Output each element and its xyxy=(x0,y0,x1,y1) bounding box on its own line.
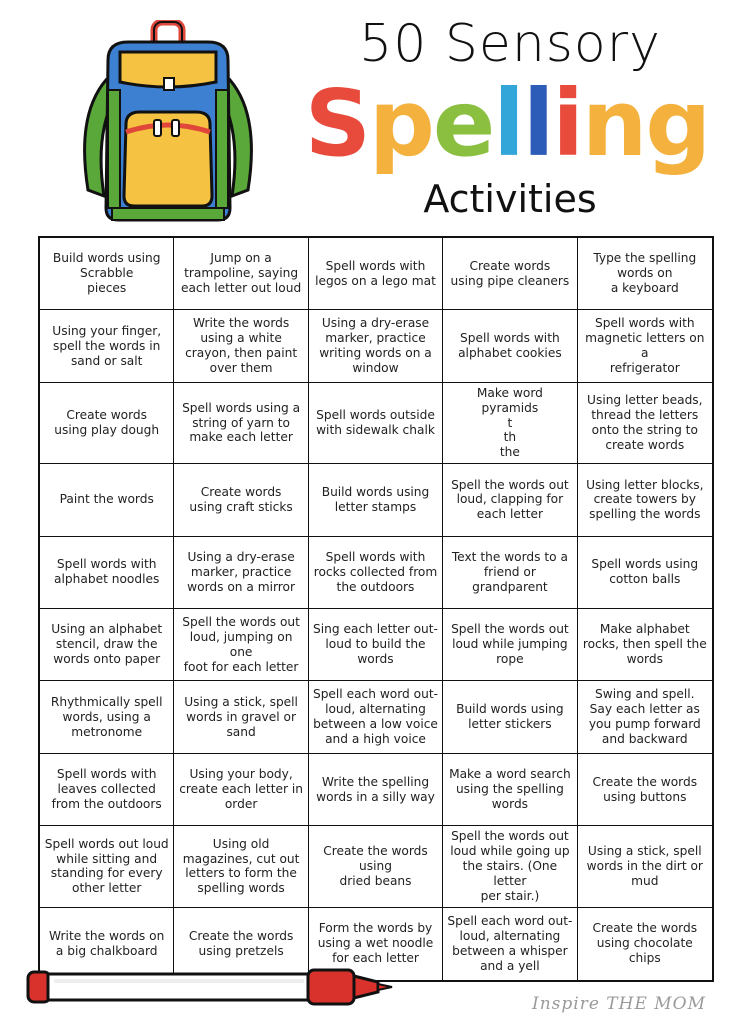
activity-cell: Create the words using buttons xyxy=(578,754,712,826)
activity-cell: Spell words using cotton balls xyxy=(578,537,712,609)
activity-cell: Sing each letter out- loud to build the words xyxy=(309,609,443,681)
title-letter: i xyxy=(552,70,582,177)
activity-cell: Using letter beads, thread the letters onto the string to create words xyxy=(578,383,712,464)
activity-cell: Swing and spell. Say each letter as you pump forward and backward xyxy=(578,681,712,753)
activity-cell: Rhythmically spell words, using a metronome xyxy=(40,681,174,753)
activity-cell: Spell each word out- loud, alternating between a whisper and a yell xyxy=(443,908,577,980)
activity-cell: Spell words out loud while sitting and standing for every other letter xyxy=(40,826,174,907)
activity-cell: Build words using letter stamps xyxy=(309,464,443,536)
activity-cell: Create the words using dried beans xyxy=(309,826,443,907)
activity-cell: Create the words using chocolate chips xyxy=(592,921,698,966)
activity-cell: Spell the words out loud, clapping for each letter xyxy=(443,464,577,536)
title-bottom: Activities xyxy=(423,177,597,221)
activity-cell: Using a stick, spell words in the dirt or mud xyxy=(578,826,712,907)
brand-watermark: Inspire THE MOM xyxy=(532,994,707,1014)
activity-cell: Spell words with rocks collected from the outdoors xyxy=(309,537,443,609)
title-letter: l xyxy=(493,70,523,177)
activity-cell: Paint the words xyxy=(40,464,174,536)
activity-cell: Using your finger, spell the words in sand or salt xyxy=(40,310,174,382)
activity-cell: Jump on a trampoline, saying each letter out loud xyxy=(174,238,308,310)
activity-cell: Spell each word out- loud, alternating between a low voice and a high voice xyxy=(309,681,443,753)
activity-cell: Make alphabet rocks, then spell the words xyxy=(578,609,712,681)
activity-cell: Using a dry-erase marker, practice writing words on a window xyxy=(309,310,443,382)
activity-cell: Using a stick, spell words in gravel or sand xyxy=(174,681,308,753)
activity-cell: Spell words with alphabet cookies xyxy=(443,310,577,382)
title-main xyxy=(282,70,732,177)
activity-cell: Using letter blocks, create towers by spelling the words xyxy=(578,464,712,536)
activity-cell: Create words using play dough xyxy=(40,383,174,464)
title-letter: g xyxy=(645,70,710,177)
activity-cell: Spell words with magnetic letters on a refrigerator xyxy=(578,310,712,382)
activity-cell: Create words using craft sticks xyxy=(174,464,308,536)
red-marker-icon xyxy=(26,962,396,1012)
title-letter: n xyxy=(581,70,646,177)
activity-cell: Using old magazines, cut out letters to form the spelling words xyxy=(174,826,308,907)
activity-cell: Make a word search using the spelling words xyxy=(443,754,577,826)
activity-cell: Write the words using a white crayon, then paint over them xyxy=(174,310,308,382)
activity-cell: Spell words with alphabet noodles xyxy=(40,537,174,609)
activity-cell: Create words using pipe cleaners xyxy=(443,238,577,310)
activity-cell: Write the spelling words in a silly way xyxy=(309,754,443,826)
activity-cell: Create the words using pretzels xyxy=(174,908,308,980)
activity-cell: Spell the words out loud, jumping on one foot for each letter xyxy=(174,609,308,681)
title-top: 50 Sensory xyxy=(359,14,661,74)
title-letter: l xyxy=(522,70,553,177)
activity-cell: Spell the words out loud while going up the stairs. (One letter per stair.) xyxy=(443,826,577,907)
activity-cell: Type the spelling words on a keyboard xyxy=(578,238,712,310)
activity-cell: Spell words using a string of yarn to make each letter xyxy=(174,383,308,464)
activity-cell: Form the words by using a wet noodle for each letter xyxy=(309,908,443,980)
title-letter: S xyxy=(304,70,369,177)
title-letter: p xyxy=(369,70,433,177)
activity-cell: Text the words to a friend or grandparent xyxy=(443,537,577,609)
activities-grid xyxy=(38,236,714,982)
activity-cell: Using a dry-erase marker, practice words on a mirror xyxy=(174,537,308,609)
activity-cell: Using your body, create each letter in order xyxy=(174,754,308,826)
activity-cell: Spell words outside with sidewalk chalk xyxy=(309,383,443,464)
activity-cell: Spell words with legos on a lego mat xyxy=(309,238,443,310)
activity-cell: Build words using letter stickers xyxy=(443,681,577,753)
title-letter: e xyxy=(432,70,494,177)
activity-cell: Spell the words out loud while jumping rope xyxy=(443,609,577,681)
activity-cell: Write the words on a big chalkboard xyxy=(40,908,174,980)
backpack-icon xyxy=(68,20,268,230)
activity-cell: Build words using Scrabble pieces xyxy=(40,238,174,310)
activity-cell: Make word pyramids t th the xyxy=(443,383,577,464)
activity-cell: Using an alphabet stencil, draw the words onto paper xyxy=(40,609,174,681)
activity-cell: Spell words with leaves collected from the outdoors xyxy=(40,754,174,826)
